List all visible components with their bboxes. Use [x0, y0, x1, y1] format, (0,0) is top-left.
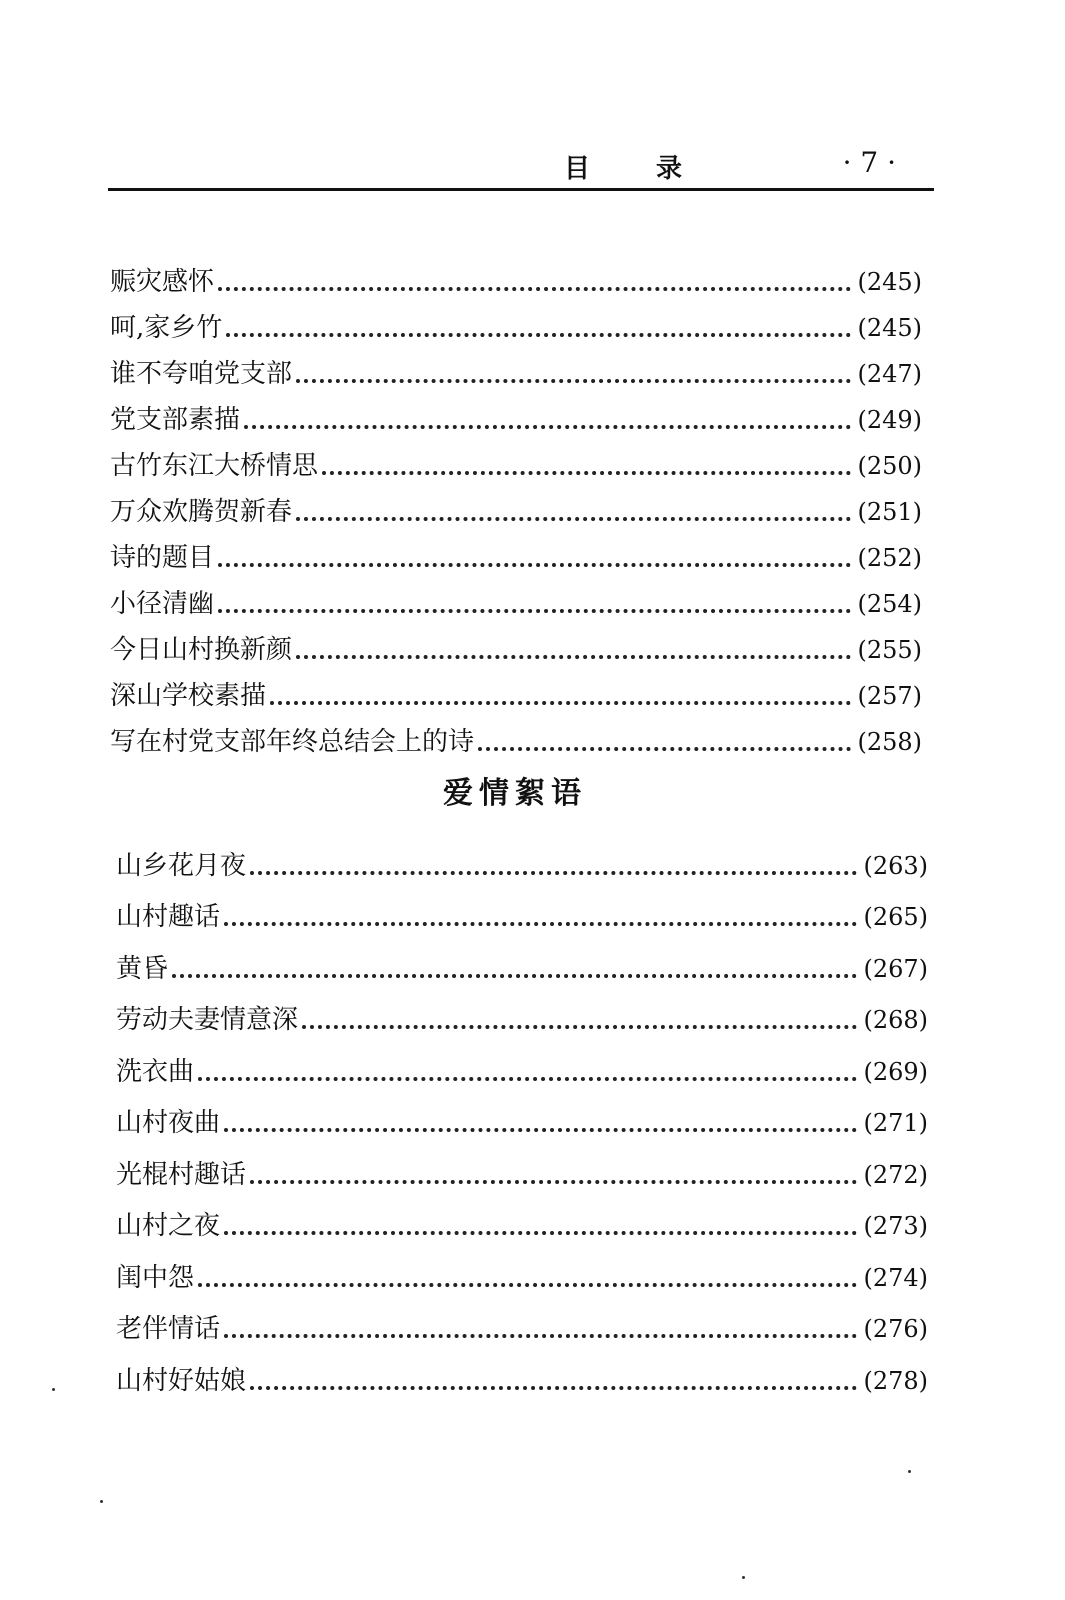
scan-speck [742, 1576, 745, 1579]
toc-entry [116, 1294, 928, 1346]
entry-title: 深山学校素描 [110, 681, 267, 711]
leader-dots [270, 700, 851, 705]
entry-page: (272) [863, 1160, 928, 1189]
entry-title: 黄昏 [116, 953, 169, 984]
leader-dots [226, 332, 851, 337]
entry-page: (265) [863, 903, 928, 931]
entry-title: 洗衣曲 [116, 1056, 195, 1087]
toc-entry [116, 830, 928, 882]
entry-title: 党支部素描 [110, 405, 241, 435]
running-title-left: 目 [564, 154, 591, 184]
toc-entry [110, 574, 922, 620]
leader-dots [224, 921, 857, 926]
entry-page: (257) [857, 682, 922, 710]
entry-page: (249) [857, 406, 922, 434]
entry-page: (251) [857, 498, 922, 526]
leader-dots [296, 654, 851, 659]
entry-title: 谁不夸咱党支部 [110, 359, 293, 389]
leader-dots [296, 378, 851, 383]
toc-entry [116, 985, 928, 1037]
toc-entry [110, 482, 922, 528]
section-heading: 爱情絮语 [443, 776, 587, 811]
entry-page: (269) [863, 1057, 928, 1086]
leader-dots [296, 516, 851, 521]
leader-dots [244, 424, 851, 429]
leader-dots [172, 973, 857, 978]
entry-page: (263) [863, 851, 928, 880]
leader-dots [322, 470, 851, 475]
leader-dots [198, 1076, 857, 1081]
toc-entry [116, 1139, 928, 1191]
entry-page: (245) [857, 268, 922, 296]
entry-page: (268) [863, 1006, 928, 1034]
entry-title: 赈灾感怀 [110, 267, 215, 297]
toc-entry [110, 390, 922, 436]
leader-dots [302, 1024, 857, 1029]
page-header [108, 140, 934, 190]
entry-page: (254) [857, 590, 922, 618]
entry-title: 山乡花月夜 [116, 850, 247, 881]
entry-title: 山村之夜 [116, 1211, 221, 1241]
running-title [564, 148, 682, 185]
leader-dots [250, 1385, 857, 1390]
entry-page: (252) [857, 544, 922, 572]
toc-entry [110, 528, 922, 574]
leader-dots [224, 1333, 857, 1338]
entry-page: (258) [857, 728, 922, 756]
entry-title: 古竹东江大桥情思 [110, 451, 319, 481]
leader-dots [224, 1127, 857, 1132]
toc-entry [116, 1242, 928, 1294]
toc-entry [116, 1088, 928, 1140]
entry-page: (255) [857, 636, 922, 664]
toc-list-1 [110, 252, 922, 758]
entry-title: 小径清幽 [110, 589, 215, 619]
page-number: · 7 · [842, 146, 896, 179]
entry-title: 万众欢腾贺新春 [110, 497, 293, 527]
toc-list-2 [116, 830, 928, 1397]
entry-page: (276) [863, 1315, 928, 1343]
toc-entry [110, 298, 922, 344]
toc-entry [116, 933, 928, 985]
entry-title: 老伴情话 [116, 1314, 221, 1344]
entry-title: 山村好姑娘 [116, 1365, 247, 1396]
running-title-right: 录 [656, 154, 683, 184]
toc-entry [110, 344, 922, 390]
entry-page: (271) [863, 1109, 928, 1137]
leader-dots [224, 1230, 857, 1235]
entry-title: 诗的题目 [110, 543, 215, 573]
leader-dots [218, 562, 851, 567]
entry-page: (274) [863, 1263, 928, 1292]
leader-dots [218, 286, 851, 291]
scan-speck [52, 1388, 55, 1391]
leader-dots [478, 746, 851, 751]
toc-entry [110, 666, 922, 712]
leader-dots [250, 1179, 857, 1184]
leader-dots [198, 1282, 857, 1287]
entry-title: 呵,家乡竹 [110, 313, 223, 343]
header-rule [108, 188, 934, 191]
toc-entry [110, 436, 922, 482]
toc-entry [110, 252, 922, 298]
entry-page: (245) [857, 314, 922, 342]
toc-entry [116, 1345, 928, 1397]
entry-page: (250) [857, 452, 922, 480]
toc-entry [116, 1191, 928, 1243]
toc-entry [116, 882, 928, 934]
leader-dots [218, 608, 851, 613]
toc-entry [110, 712, 922, 758]
scan-speck [908, 1470, 911, 1473]
entry-title: 闺中怨 [116, 1262, 195, 1293]
entry-title: 劳动夫妻情意深 [116, 1005, 299, 1035]
entry-page: (247) [857, 360, 922, 388]
entry-title: 今日山村换新颜 [110, 635, 293, 665]
leader-dots [250, 870, 857, 875]
entry-title: 写在村党支部年终总结会上的诗 [110, 727, 475, 757]
entry-title: 光棍村趣话 [116, 1159, 247, 1190]
entry-page: (273) [863, 1212, 928, 1240]
toc-entry [110, 620, 922, 666]
entry-page: (267) [863, 954, 928, 983]
entry-title: 山村趣话 [116, 902, 221, 932]
entry-page: (278) [863, 1366, 928, 1395]
toc-entry [116, 1036, 928, 1088]
scan-speck [100, 1500, 103, 1503]
entry-title: 山村夜曲 [116, 1108, 221, 1138]
